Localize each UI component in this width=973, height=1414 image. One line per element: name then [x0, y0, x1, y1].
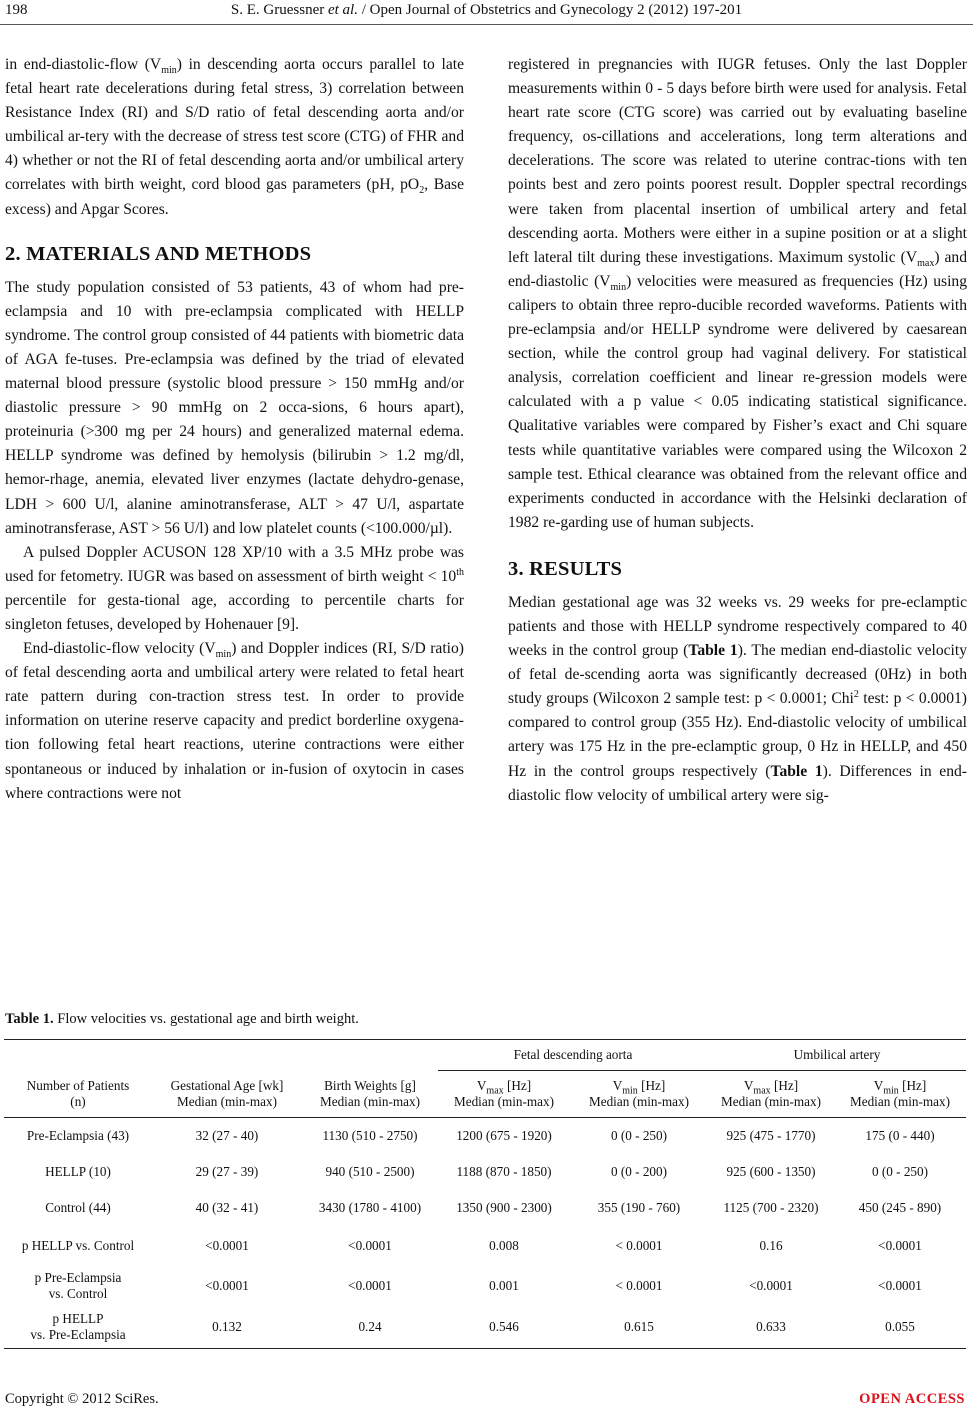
page-header — [0, 0, 973, 22]
table-group-header-row — [4, 1040, 966, 1071]
table-cell: p HELLP vs. Control — [21, 1238, 135, 1253]
column-header-birth-weight: Birth Weights [g] Median (min-max) — [302, 1071, 438, 1118]
table-cell: 0.008 — [489, 1238, 519, 1253]
paragraph-study-population: The study population consisted of 53 patients, 43 of whom had pre-eclampsia and 10 with pre-eclampsia complicated with HELLP syndrome. The control group consisted of 44 patients with biometric data of AGA fe-tuses. Pre-eclampsia was defined by the triad of elevated maternal blood pressure (systolic blood pressure > 150 mmHg and/or diastolic pressure > 90 mmHg on 2 occa-sions, 6 hours apart), proteinuria (>300 mg per 24 hours) and generalized maternal edema. HELLP syndrome was defined by hemolysis (bilirubin > 1.2 mg/dl, hemor-rhage, anemia, elevated liver enzymes (lactate dehydro-genase, LDH > 600 U/l, alanine aminotransferase, ALT > 47 U/l, aspartate aminotransferase, AST > 56 U/l) and low platelet counts (<100.000/µl). — [5, 278, 464, 537]
table-cell: p HELLP vs. Pre-Eclampsia — [4, 1306, 152, 1349]
table-row-p-value — [4, 1226, 966, 1266]
table-cell: 0.615 — [570, 1306, 708, 1349]
table-cell: 0.055 — [834, 1306, 966, 1349]
column-header-umbilical-vmin: $V_{min}$ [Hz] Median (min-max) — [834, 1071, 966, 1118]
table-cell: <0.0001 — [348, 1278, 392, 1293]
table-cell: 1130 (510 - 2750) — [322, 1128, 418, 1143]
table-cell: 3430 (1780 - 4100) — [318, 1200, 422, 1215]
table-cell: 0 (0 - 250) — [610, 1128, 668, 1143]
footer-open-access: OPEN ACCESS — [859, 1391, 965, 1407]
table-cell: 0.132 — [152, 1306, 302, 1349]
table-cell: <0.0001 — [205, 1238, 249, 1253]
column-header-gestational-age: Gestational Age [wk] Median (min-max) — [152, 1071, 302, 1118]
paragraph-doppler-device: A pulsed Doppler ACUSON 128 XP/10 with a 3.5 MHz probe was used for fetometry. IUGR was based on assessment of birth weight < 10th percentile for gesta-tional age, according to percentile charts for singleton fetuses, developed by Hohenauer [9]. — [5, 543, 464, 633]
table-cell: 175 (0 - 440) — [865, 1128, 935, 1143]
flow-velocity-table — [4, 1039, 966, 1349]
table-cell: 0.546 — [438, 1306, 570, 1349]
table-column-header-row — [4, 1071, 966, 1118]
group-header-umbilical-artery: Umbilical artery — [708, 1040, 966, 1071]
header-rule — [0, 24, 973, 25]
paragraph-end-diastolic-flow: End-diastolic-flow velocity $(V_{min})$ and Doppler indices (RI, S/D ratio) of fetal descending aorta and umbilical artery were related to fetal heart rate pattern during con-traction stress test. In order to provide information on uterine reserve capacity and predict borderline oxygena-tion following fetal heart reactions, uterine contractions were either spontaneous or induced by inhalation or in-fusion of oxytocin in cases where contractions were not — [5, 640, 464, 802]
table-cell: 40 (32 - 41) — [195, 1200, 259, 1215]
table-cell: 0 (0 - 250) — [871, 1164, 929, 1179]
table-cell: 0.633 — [708, 1306, 834, 1349]
paragraph-results: Median gestational age was 32 weeks vs. 29 weeks for pre-eclamptic patients and those with HELLP syndrome respectively compared to 40 weeks in the control group (Table 1). The median end-diastolic velocity of fetal de-scending aorta was significantly decreased (0Hz) in both study groups (Wilcoxon 2 sample test: p < 0.0001; Chi$^2$ test: p < 0.0001) compared to control group (355 Hz). End-diastolic velocity of umbilical artery was 175 Hz in the pre-eclamptic group, 0 Hz in HELLP, and 450 Hz in the control groups respectively (Table 1). Differences in end-diastolic flow velocity of umbilical artery were sig- — [508, 593, 968, 804]
running-title: S. E. Gruessner et al. / Open Journal of Obstetrics and Gynecology 2 (2012) 197-201 — [230, 2, 743, 18]
heading-materials-methods: 2. MATERIALS AND METHODS — [5, 242, 312, 265]
left-column — [5, 53, 464, 806]
table-cell: 940 (510 - 2500) — [325, 1164, 415, 1179]
table-row — [4, 1154, 966, 1190]
table-cell: 1125 (700 - 2320) — [723, 1200, 819, 1215]
footer-copyright: Copyright © 2012 SciRes. — [5, 1391, 159, 1407]
paragraph-methods-continued: registered in pregnancies with IUGR fetuses. Only the last Doppler measurements within 0 - 5 days before birth were used for analysis. Fetal heart rate score (CTG score) was carried out by evaluating baseline frequency, os-cillations and accelerations, long term alterations and decelerations. The score was related to uterine contrac-tions with ten points best and zero points poorest result. Doppler spectral recordings were taken from placental insertion of umbilical artery and fetal descending aorta. Mothers were either in a supine position or at a slight left lateral tilt during these investigations. Maximum systolic $(V_{max})$ and end-diastolic $(V_{min})$ velocities were measured as frequencies (Hz) using calipers to obtain three repro-ducible recorded waveforms. Patients with pre-eclampsia and/or HELLP syndrome were delivered by caesarean section, while the control group had vaginal delivery. For statistical analysis, correlation coefficient and linear re-gression models were calculated with a p value < 0.05 indicating statistical significance. Qualitative variables were compared by Fisher’s exact and Chi square tests while quantitative variables were compared using the Wilcoxon 2 sample test. Ethical clearance was obtained from the relevant office and experiments conducted in accordance with the Helsinki declaration of 1982 re-garding use of human subjects. — [508, 56, 967, 531]
table-cell: < 0.0001 — [615, 1238, 663, 1253]
table-cell: <0.0001 — [205, 1278, 249, 1293]
page-number: 198 — [5, 2, 28, 18]
table-cell: 32 (27 - 40) — [195, 1128, 259, 1143]
table-cell: 0 (0 - 200) — [610, 1164, 668, 1179]
table-ref-link[interactable]: Table 1 — [688, 642, 738, 660]
table-cell: 925 (600 - 1350) — [726, 1164, 816, 1179]
table-cell: 450 (245 - 890) — [858, 1200, 942, 1215]
table-cell: p Pre-Eclampsia vs. Control — [34, 1270, 122, 1301]
table-caption: Table 1. Flow velocities vs. gestational age and birth weight. — [5, 1011, 359, 1027]
table-row-p-value — [4, 1306, 966, 1349]
table-cell: 1200 (675 - 1920) — [456, 1128, 552, 1143]
table-cell: <0.0001 — [878, 1238, 922, 1253]
table-cell: 0.24 — [302, 1306, 438, 1349]
table-row — [4, 1118, 966, 1155]
table-ref-link[interactable]: Table 1 — [770, 762, 823, 780]
column-header-umbilical-vmax: $V_{max}$ [Hz] Median (min-max) — [708, 1071, 834, 1118]
table-cell: 0.16 — [759, 1238, 783, 1253]
table-cell: HELLP (10) — [45, 1164, 111, 1179]
column-header-patients: Number of Patients (n) — [4, 1071, 152, 1118]
table-row — [4, 1190, 966, 1226]
table-cell: 0.001 — [489, 1278, 519, 1293]
heading-results: 3. RESULTS — [508, 557, 623, 580]
table-cell: <0.0001 — [749, 1278, 793, 1293]
table-cell: 1188 (870 - 1850) — [456, 1164, 552, 1179]
table-cell: <0.0001 — [878, 1278, 922, 1293]
table-cell: Pre-Eclampsia (43) — [26, 1128, 130, 1143]
table-cell: <0.0001 — [348, 1238, 392, 1253]
column-header-aorta-vmin: $V_{min}$ [Hz] Median (min-max) — [570, 1071, 708, 1118]
table-row-p-value — [4, 1266, 966, 1306]
right-column — [508, 53, 967, 808]
paragraph-objectives-continued: in end-diastolic-flow $(V_{min})$ in descending aorta occurs parallel to late fetal heart rate decelerations during fetal stress, 3) correlation between Resistance Index (RI) and S/D ratio of fetal descending aorta and/or umbilical ar-tery with the decrease of stress test score (CTG) of FHR and 4) whether or not the RI of fetal descending aorta and/or umbilical artery correlates with birth weight, cord blood gas parameters (pH, $pO_2$, Base excess) and Apgar Scores. — [5, 56, 465, 218]
column-header-aorta-vmax: $V_{max}$ [Hz] Median (min-max) — [438, 1071, 570, 1118]
table-cell: Control (44) — [45, 1200, 111, 1215]
table-cell: 1350 (900 - 2300) — [456, 1200, 552, 1215]
group-header-fetal-aorta: Fetal descending aorta — [438, 1040, 708, 1071]
table-cell: 355 (190 - 760) — [597, 1200, 681, 1215]
table-cell: 925 (475 - 1770) — [726, 1128, 816, 1143]
table-cell: < 0.0001 — [615, 1278, 663, 1293]
table-cell: 29 (27 - 39) — [195, 1164, 259, 1179]
